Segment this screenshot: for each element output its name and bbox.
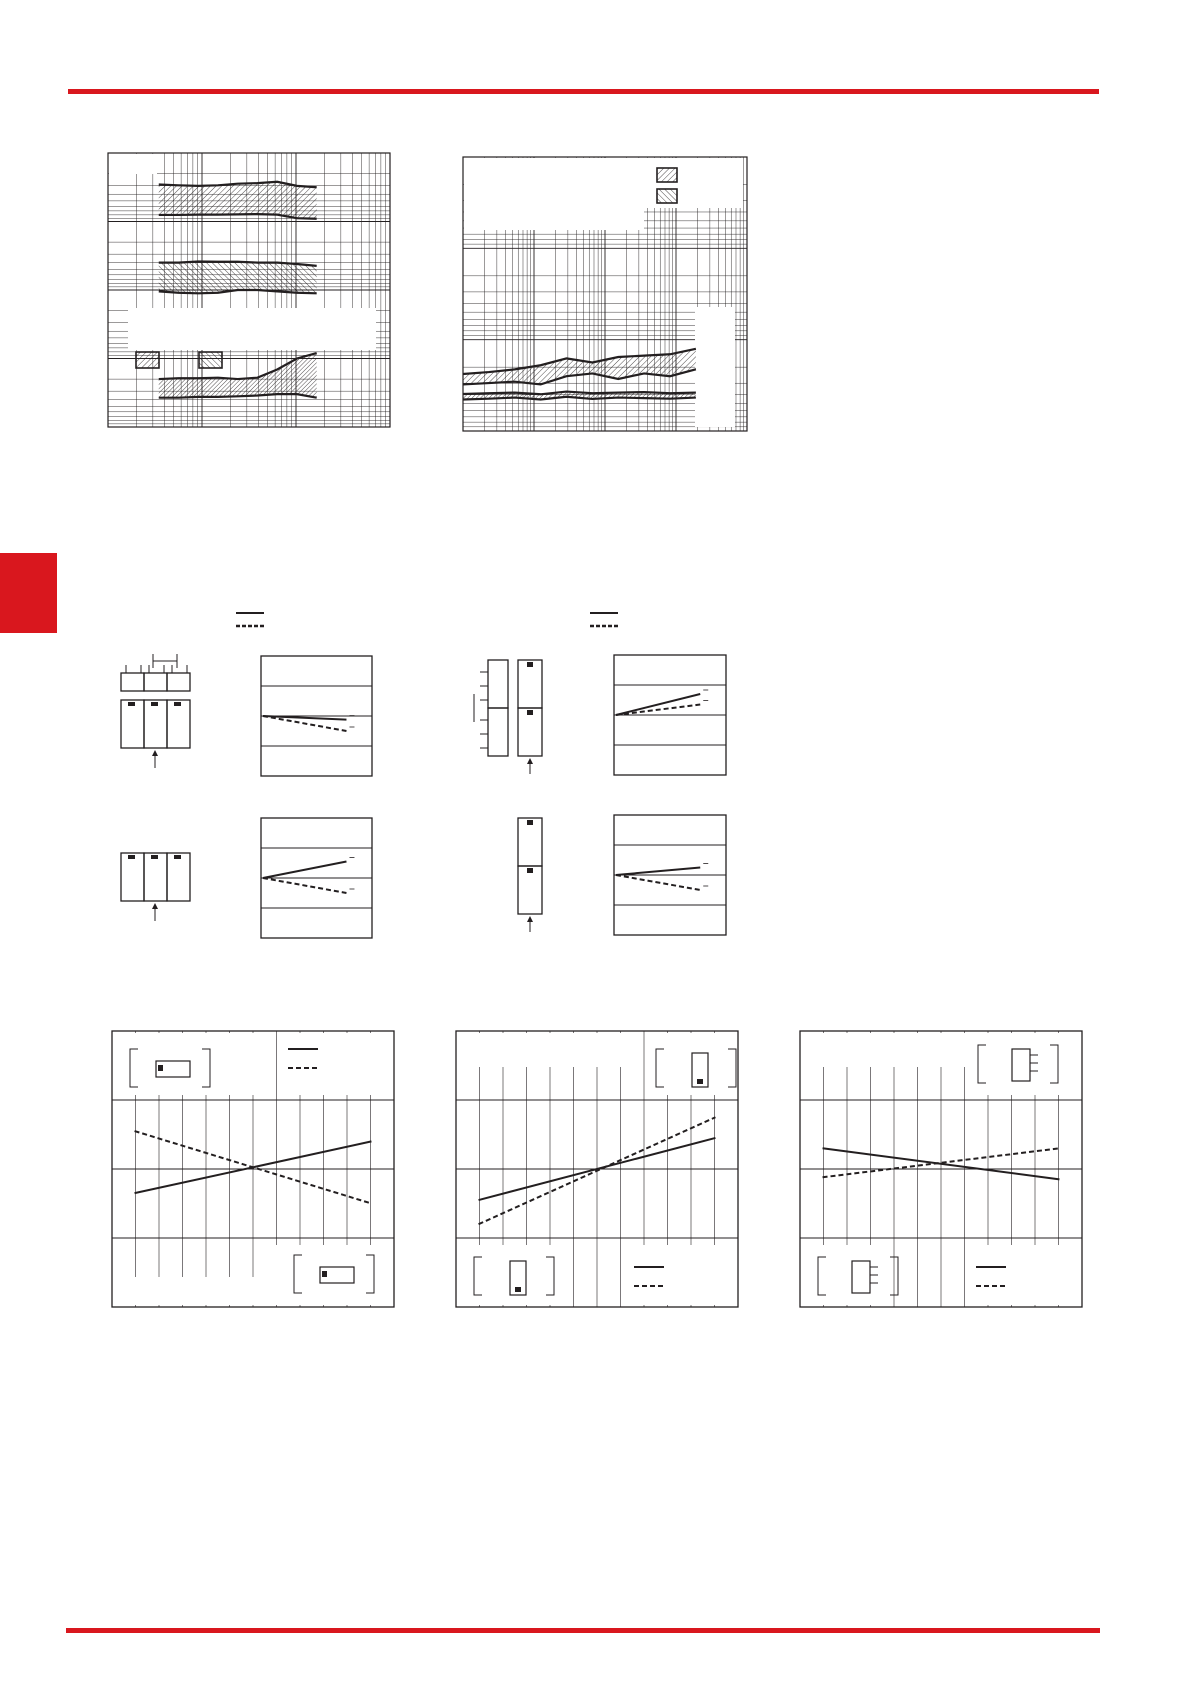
- relay-body: [144, 700, 167, 748]
- label-mask: [109, 154, 157, 174]
- footer-rule: [66, 1628, 1100, 1633]
- relay-terminal-block: [167, 673, 190, 691]
- chart-3: [261, 656, 372, 776]
- relay-side-view: [488, 708, 508, 756]
- label-mask: [114, 1277, 274, 1305]
- arrow-head: [527, 758, 533, 764]
- relay-terminal-block: [144, 673, 167, 691]
- chart-5: [614, 655, 726, 775]
- legend-swatch-2: [657, 189, 677, 203]
- relay-body: [167, 700, 190, 748]
- relay-mark: [151, 702, 158, 706]
- chart-7: [112, 1031, 394, 1307]
- relay-column-diagram: [474, 660, 542, 774]
- label-mask: [624, 1245, 734, 1305]
- right-mask: [695, 307, 735, 427]
- relay-mark: [527, 710, 533, 715]
- legend-swatch-2: [199, 352, 222, 368]
- relay-mark: [174, 702, 181, 706]
- relay-body: [121, 853, 144, 901]
- relay-terminal-block: [121, 673, 144, 691]
- series-legend-1: [236, 613, 264, 626]
- series-line-solid: [616, 868, 700, 876]
- relay-mark: [174, 855, 181, 859]
- arrow-head: [527, 916, 533, 922]
- label-mask: [282, 1033, 392, 1095]
- relay-side-view: [488, 660, 508, 708]
- series-line-dashed: [616, 705, 700, 716]
- relay-mark: [151, 855, 158, 859]
- label-mask: [458, 1033, 626, 1067]
- series-line-dashed: [263, 878, 346, 893]
- legend-swatch-1: [657, 168, 677, 182]
- relay-body: [144, 853, 167, 901]
- annotation-mask: [128, 308, 376, 350]
- relay-mark: [527, 820, 533, 825]
- series-legend-2: [590, 613, 618, 626]
- label-mask: [652, 1033, 736, 1095]
- relay-mark: [697, 1079, 703, 1084]
- relay-body: [518, 818, 542, 866]
- chart-1: [108, 153, 390, 427]
- upper-mask: [464, 158, 644, 230]
- relay-body: [518, 866, 542, 914]
- chart-4: [261, 818, 372, 938]
- label-mask: [802, 1033, 970, 1067]
- relay-body: [518, 660, 542, 708]
- relay-body: [167, 853, 190, 901]
- relay-mark: [527, 662, 533, 667]
- chart-8: [456, 1031, 738, 1307]
- relay-mark: [515, 1287, 521, 1292]
- band-2-area: [159, 262, 317, 294]
- relay-mark: [128, 702, 135, 706]
- label-mask: [458, 1245, 554, 1305]
- series-line-dashed: [616, 875, 700, 890]
- relay-mark: [527, 868, 533, 873]
- relay-body: [121, 700, 144, 748]
- chart-9: [800, 1031, 1082, 1307]
- relay-row-diagram: [121, 654, 190, 768]
- series-line-solid: [263, 862, 346, 879]
- relay-body: [518, 708, 542, 756]
- relay-row-diagram: [121, 853, 190, 921]
- label-mask: [114, 1033, 264, 1095]
- label-mask: [968, 1245, 1080, 1305]
- legend-swatch-1: [136, 352, 159, 368]
- relay-mark: [322, 1271, 327, 1277]
- arrow-head: [152, 750, 158, 756]
- series-line-solid: [616, 694, 700, 715]
- relay-mark: [128, 855, 135, 859]
- arrow-head: [152, 903, 158, 909]
- chart-2: [463, 157, 747, 431]
- chart-6: [614, 815, 726, 935]
- relay-mark: [158, 1065, 163, 1071]
- band-1-area: [159, 182, 317, 219]
- relay-column-diagram: [518, 818, 542, 932]
- label-mask: [968, 1033, 1080, 1095]
